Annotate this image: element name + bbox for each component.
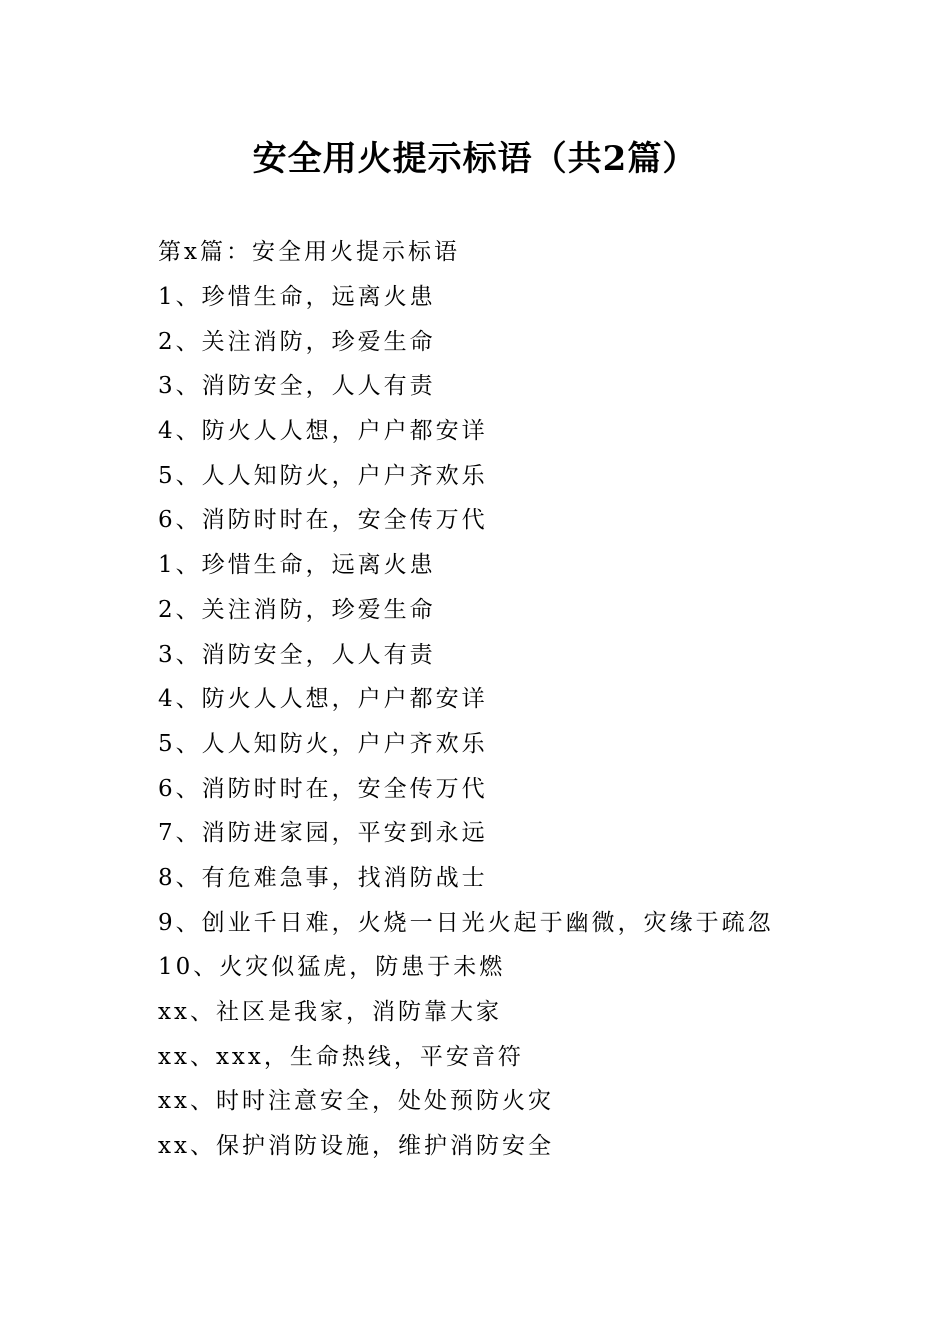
list-item: 3、消防安全，人人有责 bbox=[158, 641, 436, 668]
list-item: 6、消防时时在，安全传万代 bbox=[158, 775, 488, 802]
list-item: 2、关注消防，珍爱生命 bbox=[158, 328, 436, 355]
list-item: 6、消防时时在，安全传万代 bbox=[158, 507, 488, 534]
list-item: 7、消防进家园，平安到永远 bbox=[158, 820, 488, 847]
list-item: 4、防火人人想，户户都安详 bbox=[158, 418, 488, 445]
list-item: 10、火灾似猛虎，防患于未燃 bbox=[158, 954, 506, 981]
list-item: 4、防火人人想，户户都安详 bbox=[158, 686, 488, 713]
list-item: 1、珍惜生命，远离火患 bbox=[158, 284, 436, 310]
section-heading: 第x篇：安全用火提示标语 bbox=[158, 239, 460, 265]
list-item: xx、保护消防设施，维护消防安全 bbox=[158, 1133, 554, 1160]
list-item: 3、消防安全，人人有责 bbox=[158, 373, 436, 400]
list-item: 8、有危难急事，找消防战士 bbox=[158, 864, 488, 891]
list-item: 9、创业千日难，火烧一日光火起于幽微，灾缘于疏忽 bbox=[158, 909, 774, 936]
list-item: 2、关注消防，珍爱生命 bbox=[158, 596, 436, 623]
list-item: xx、时时注意安全，处处预防火灾 bbox=[158, 1088, 554, 1115]
list-item: 5、人人知防火，户户齐欢乐 bbox=[158, 462, 488, 489]
list-item: 5、人人知防火，户户齐欢乐 bbox=[158, 730, 488, 757]
list-item: 1、珍惜生命，远离火患 bbox=[158, 552, 436, 579]
list-item: xx、社区是我家，消防靠大家 bbox=[158, 999, 502, 1025]
slogan-list bbox=[158, 277, 774, 1171]
list-item: xx、xxx，生命热线，平安音符 bbox=[158, 1043, 524, 1070]
document-title: 安全用火提示标语（共2篇） bbox=[252, 139, 698, 179]
